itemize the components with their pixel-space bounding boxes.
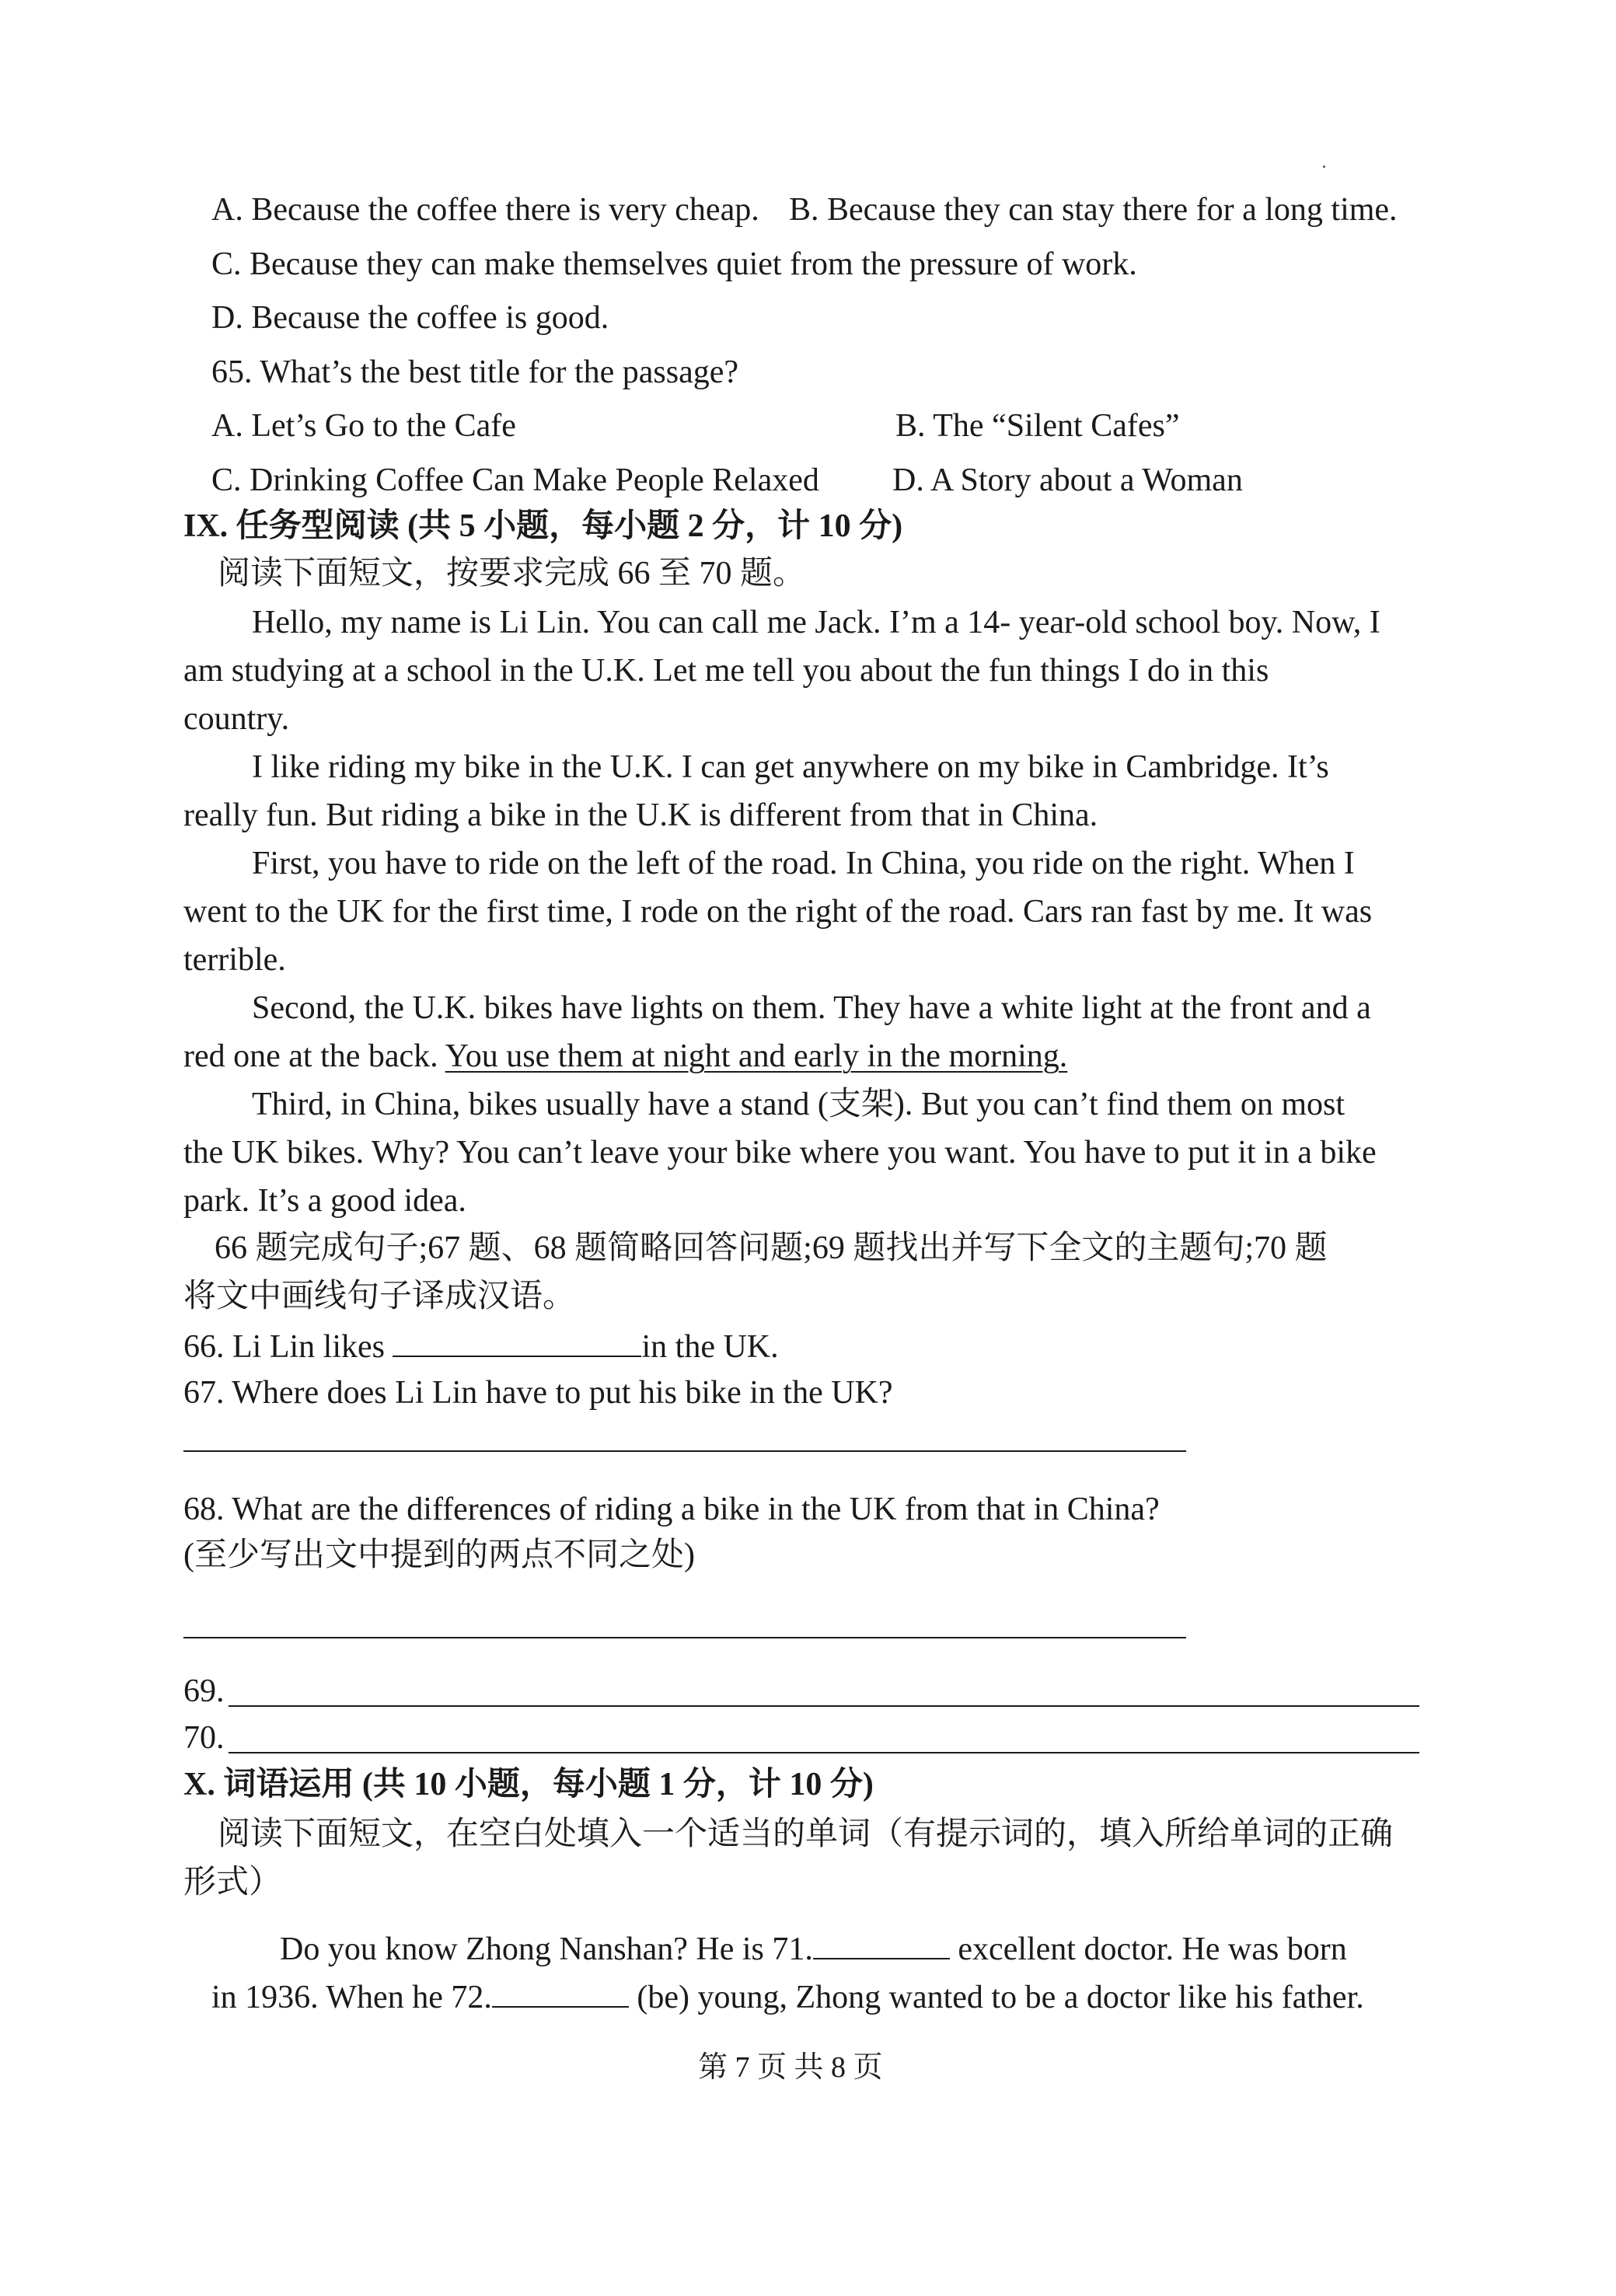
scan-speck [1323,166,1325,168]
q65-option-c: C. Drinking Coffee Can Make People Relaxed [211,462,819,498]
q66-text-before: 66. Li Lin likes [183,1329,385,1365]
q70-label: 70. [183,1720,225,1756]
q68-note: (至少写出文中提到的两点不同之处) [183,1537,695,1573]
passage-line: country. [183,701,290,737]
q68-question: 68. What are the differences of riding a bike in the UK from that in China? [183,1492,1160,1527]
section-10-heading: X. 词语运用 (共 10 小题，每小题 1 分，计 10 分) [183,1767,874,1802]
q64-option-d: D. Because the coffee is good. [211,300,609,336]
q65-option-b: B. The “Silent Cafes” [895,408,1180,444]
passage-line: Third, in China, bikes usually have a stand (支架). But you can’t find them on most [252,1087,1346,1122]
blank-71[interactable] [813,1927,950,1959]
q69-label: 69. [183,1673,225,1709]
section-9-instruction: 阅读下面短文，按要求完成 66 至 70 题。 [218,556,806,591]
passage-line: I like riding my bike in the U.K. I can get anywhere on my bike in Cambridge. It’s [252,749,1329,785]
q64-option-a: A. Because the coffee there is very cheap. [211,192,759,228]
q67-answer-line[interactable] [183,1450,1186,1452]
task-instruction-line: 66 题完成句子;67 题、68 题简略回答问题;69 题找出并写下全文的主题句;70 题 [215,1230,1328,1266]
passage-line-start: red one at the back. [183,1038,438,1074]
cloze-line-2-after: (be) young, Zhong wanted to be a doctor like his father. [628,1980,1364,2015]
page-footer: 第 7 页 共 8 页 [698,2051,883,2084]
q64-option-c: C. Because they can make themselves quiet from the pressure of work. [211,246,1137,282]
blank-72[interactable] [492,1975,629,2008]
cloze-line-2 [211,1975,1364,2018]
q70-answer-line[interactable] [229,1752,1419,1753]
task-instruction-line: 将文中画线句子译成汉语。 [183,1279,576,1314]
passage-line: park. It’s a good idea. [183,1183,466,1219]
passage-line: the UK bikes. Why? You can’t leave your bike where you want. You have to put it in a bike [183,1135,1377,1171]
q66 [183,1324,779,1367]
q66-text-after: in the UK. [641,1329,779,1365]
passage-line: terrible. [183,942,286,978]
passage-line: am studying at a school in the U.K. Let me tell you about the fun things I do in this [183,653,1269,689]
cloze-line-1-before: Do you know Zhong Nanshan? He is 71. [280,1931,813,1967]
q65-option-d: D. A Story about a Woman [892,462,1243,498]
q66-answer-blank[interactable] [393,1324,641,1357]
passage-line: Hello, my name is Li Lin. You can call me Jack. I’m a 14- year-old school boy. Now, I [252,605,1380,640]
passage-line-with-underline [183,1036,1067,1076]
q64-option-b: B. Because they can stay there for a long time. [789,192,1398,228]
q65-option-a: A. Let’s Go to the Cafe [211,408,516,444]
q67-question: 67. Where does Li Lin have to put his bike in the UK? [183,1375,893,1411]
q69-answer-line[interactable] [229,1705,1419,1707]
cloze-line-1 [280,1927,1347,1970]
cloze-line-2-before: in 1936. When he 72. [211,1980,492,2015]
passage-line: went to the UK for the first time, I rode on the right of the road. Cars ran fast by me. It was [183,894,1373,930]
section-10-instruction-line: 形式） [183,1865,282,1900]
cloze-line-1-after: excellent doctor. He was born [949,1931,1347,1967]
passage-line: First, you have to ride on the left of the road. In China, you ride on the right. When I [252,846,1355,881]
section-10-instruction-line: 阅读下面短文，在空白处填入一个适当的单词（有提示词的，填入所给单词的正确 [218,1816,1394,1852]
section-9-heading: IX. 任务型阅读 (共 5 小题，每小题 2 分，计 10 分) [183,508,903,544]
q68-answer-line[interactable] [183,1637,1186,1638]
passage-line: Second, the U.K. bikes have lights on them. They have a white light at the front and a [252,990,1371,1026]
underlined-sentence: You use them at night and early in the morning. [445,1038,1068,1074]
passage-line: really fun. But riding a bike in the U.K is different from that in China. [183,797,1098,833]
q65-question: 65. What’s the best title for the passage? [211,354,739,390]
